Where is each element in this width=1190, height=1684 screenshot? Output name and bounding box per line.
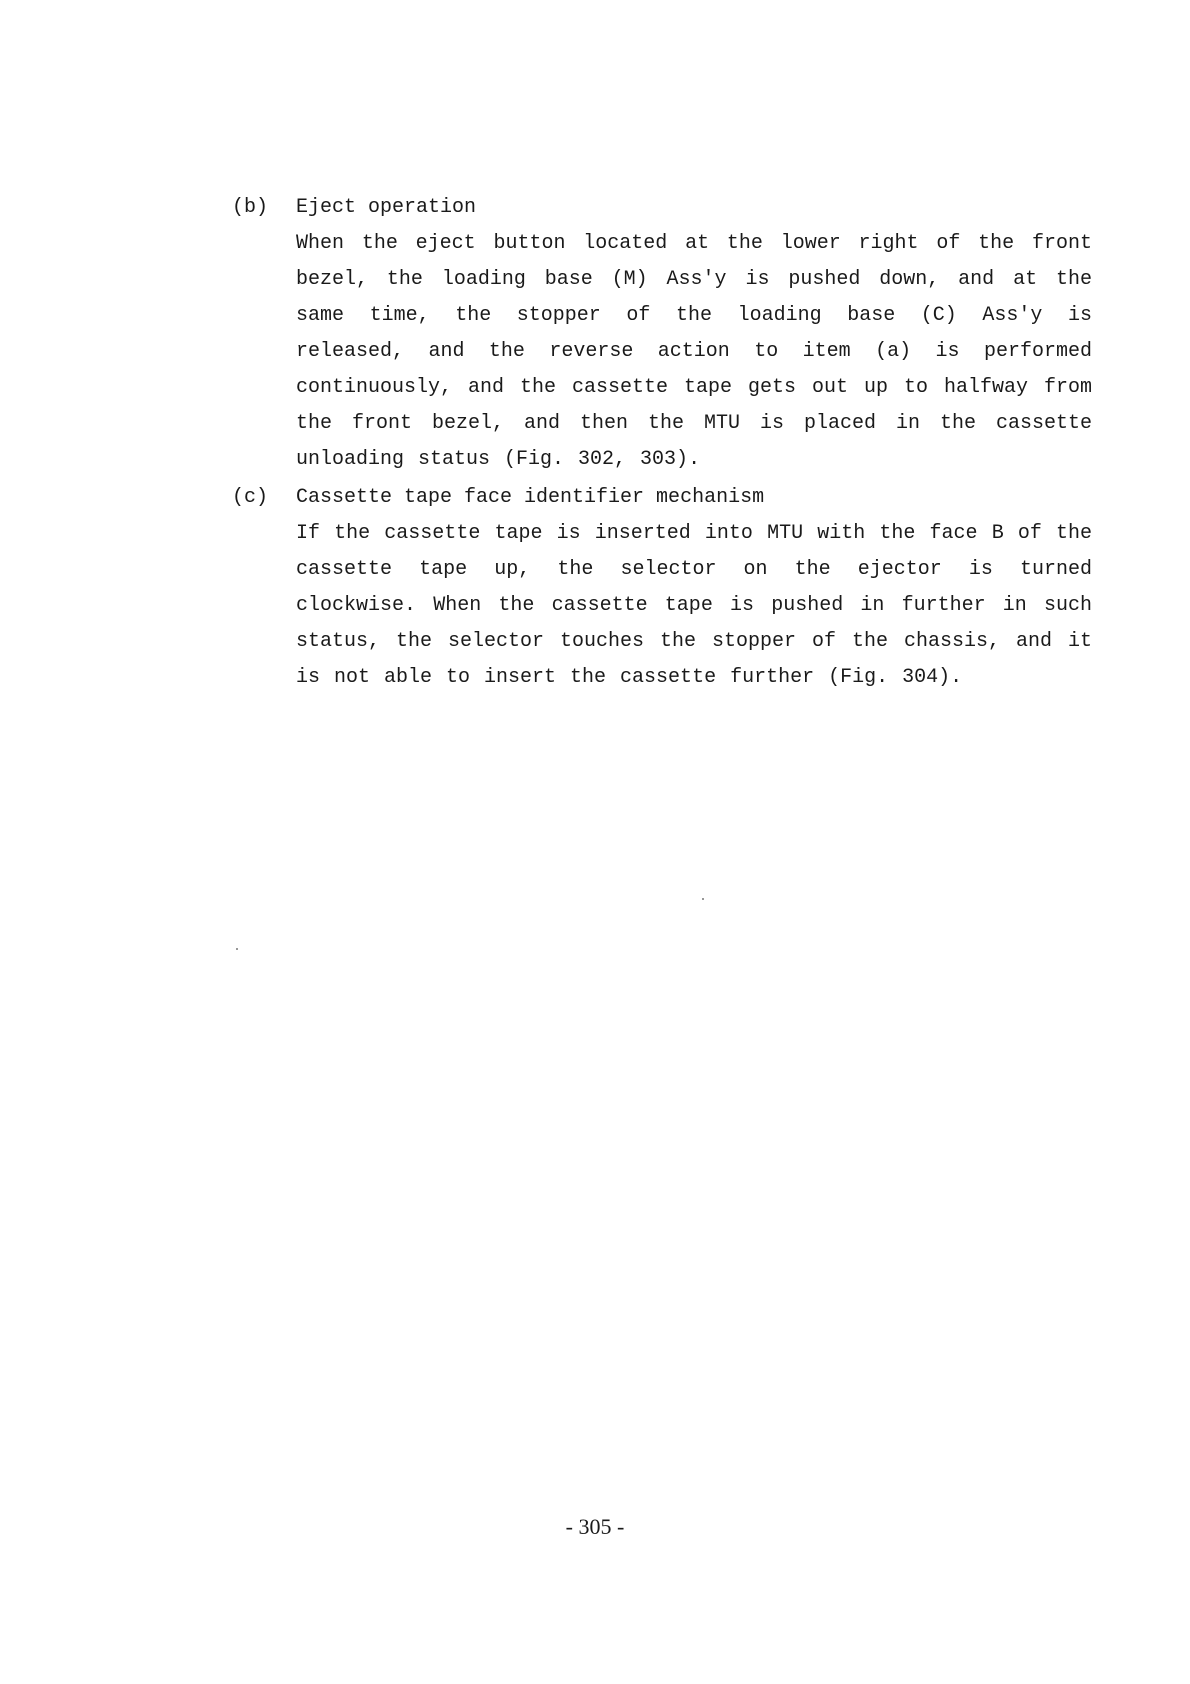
section-body: When the eject button located at the lower right of the front bezel, the loading base (M) Ass'y is pushed down, and at the same time, the stopper of the loading base (C) Ass'y is released, and the reverse action to item (a) is performed continuously, and the cassette tape gets out up to halfway from the front bezel, and then the MTU is placed in the cassette unloading status (Fig. 302, 303). xyxy=(296,232,1092,471)
section-marker: (b) xyxy=(232,196,269,219)
section-heading-row xyxy=(232,480,1092,516)
page-number: - 305 - xyxy=(565,1514,625,1539)
scan-speck xyxy=(236,948,238,950)
scan-speck xyxy=(702,898,704,900)
section-marker: (c) xyxy=(232,486,269,509)
section-heading: Eject operation xyxy=(296,196,477,219)
section-c xyxy=(232,480,1092,696)
section-body: If the cassette tape is inserted into MTU with the face B of the cassette tape up, the selector on the ejector is turned clockwise. When the cassette tape is pushed in further in such status, the selector touches the stopper of the chassis, and it is not able to insert the cassette further (Fig. 304). xyxy=(296,522,1092,689)
section-heading-row xyxy=(232,190,1092,226)
section-b xyxy=(232,190,1092,478)
section-heading: Cassette tape face identifier mechanism xyxy=(296,486,765,509)
